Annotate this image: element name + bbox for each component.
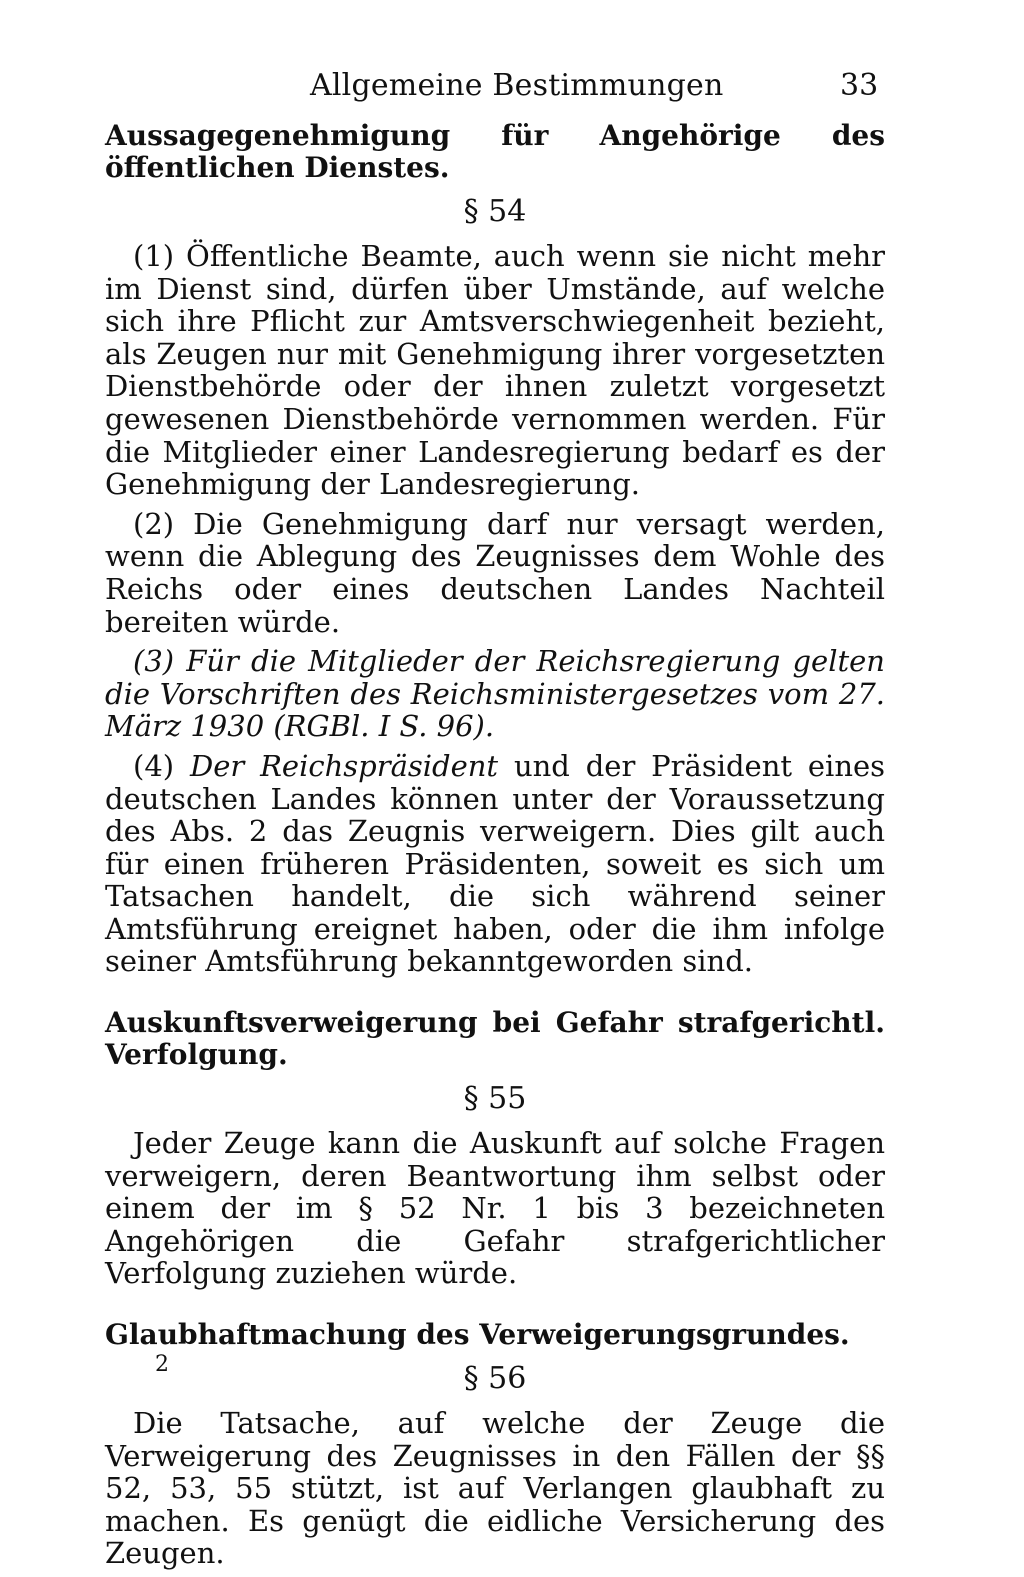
section-55: [105, 1007, 885, 1290]
italic-phrase: Der Reichspräsident: [189, 748, 499, 783]
section-spacer: [105, 985, 885, 1007]
signature-mark: 2: [155, 1352, 169, 1377]
paragraph-text: (2) Die Genehmigung darf nur versagt werden, wenn die Ablegung des Zeugnisses dem Wohle des Reichs oder eines deutschen Landes Nachteil bereiten würde.: [105, 506, 885, 639]
page-content: [105, 120, 885, 1577]
running-title: Allgemeine Bestimmungen: [310, 68, 724, 103]
paragraph-text: Die Tatsache, auf welche der Zeuge die Verweigerung des Zeugnisses in den Fällen der §§ 52, 53, 55 stützt, ist auf Verlangen glaubhaft zu machen. Es genügt die eidliche Versicherung des Zeugen.: [105, 1406, 885, 1571]
paragraph-text: (1) Öffentliche Beamte, auch wenn sie nicht mehr im Dienst sind, dürfen über Umstände, auf welche sich ihre Pflicht zur Amtsverschwiegenheit bezieht, als Zeugen nur mit Genehmigung ihrer vorgesetzten Dienstbehörde oder der ihnen zuletzt vorgesetzt gewesenen Dienstbehörde vernommen werden. Für die Mitglieder einer Landesregierung bedarf es der Genehmigung der Landesregierung.: [105, 239, 885, 502]
section-54: [105, 120, 885, 978]
paragraph-number: (4): [133, 748, 175, 783]
section-heading: Aussagegenehmigung für Angehörige des öffentlichen Dienstes.: [105, 119, 885, 184]
section-56: [105, 1319, 885, 1570]
section-heading: Auskunftsverweigerung bei Gefahr strafgerichtl. Verfolgung.: [105, 1006, 885, 1072]
paragraph-text: [105, 750, 885, 978]
section-heading: Glaubhaftmachung des Verweigerungsgrundes.: [105, 1318, 850, 1352]
paragraph-sign: § 56: [463, 1361, 527, 1397]
page-number: 33: [840, 68, 879, 103]
paragraph-rest: und der Präsident eines deutschen Landes können unter der Voraussetzung des Abs. 2 das Zeugnis verweigern. Dies gilt auch für einen früheren Präsidenten, soweit es sich um Tatsachen handelt, die sich während seiner Amtsführung ereignet haben, oder die ihm infolge seiner Amtsführung bekanntgeworden sind.: [105, 748, 886, 979]
section-spacer: [105, 1297, 885, 1319]
paragraph-sign: § 54: [463, 194, 527, 229]
paragraph-text: Jeder Zeuge kann die Auskunft auf solche Fragen verweigern, deren Beantwortung ihm selbst oder einem der im § 52 Nr. 1 bis 3 bezeichneten Angehörigen die Gefahr strafgerichtlicher Verfolgung zuziehen würde.: [105, 1126, 885, 1291]
paragraph-sign: § 55: [463, 1081, 527, 1117]
running-header: [0, 66, 1024, 106]
paragraph-text-italic: (3) Für die Mitglieder der Reichsregierung gelten die Vorschriften des Reichsministergesetzes vom 27. März 1930 (RGBl. I S. 96).: [105, 644, 885, 744]
